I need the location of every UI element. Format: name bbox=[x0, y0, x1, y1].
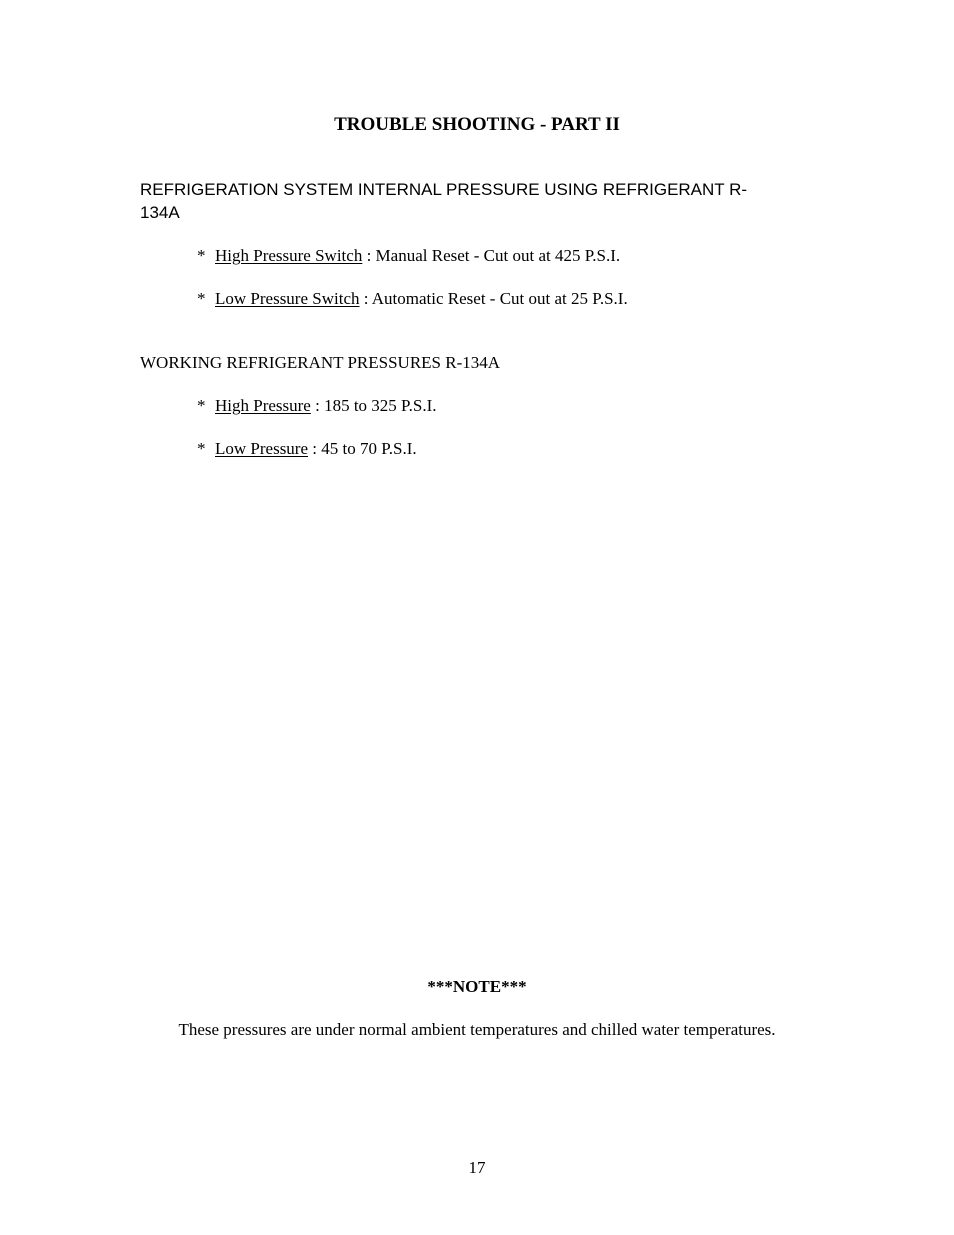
internal-pressure-heading-line1: REFRIGERATION SYSTEM INTERNAL PRESSURE USING REFRIGERANT R- bbox=[140, 180, 748, 199]
item-text: : Manual Reset - Cut out at 425 P.S.I. bbox=[366, 246, 621, 265]
bullet: * bbox=[197, 289, 206, 308]
note-text: These pressures are under normal ambient temperatures and chilled water temperatures. bbox=[178, 1020, 776, 1039]
item-label: Low Pressure bbox=[215, 439, 309, 458]
item-label: High Pressure bbox=[215, 396, 311, 415]
note-label: ***NOTE*** bbox=[427, 977, 527, 996]
high-pressure-switch-item bbox=[197, 246, 620, 266]
item-label: Low Pressure Switch bbox=[215, 289, 360, 308]
bullet: * bbox=[197, 396, 206, 415]
internal-pressure-heading-line2: 134A bbox=[140, 203, 180, 222]
high-pressure-item bbox=[197, 396, 437, 416]
low-pressure-switch-item bbox=[197, 289, 628, 309]
item-text: : Automatic Reset - Cut out at 25 P.S.I. bbox=[363, 289, 628, 308]
item-label: High Pressure Switch bbox=[215, 246, 363, 265]
page-number: 17 bbox=[468, 1158, 486, 1177]
page-title: TROUBLE SHOOTING - PART II bbox=[334, 114, 620, 135]
low-pressure-item bbox=[197, 439, 417, 459]
working-pressures-heading: WORKING REFRIGERANT PRESSURES R-134A bbox=[140, 353, 501, 372]
bullet: * bbox=[197, 246, 206, 265]
item-text: : 45 to 70 P.S.I. bbox=[312, 439, 417, 458]
bullet: * bbox=[197, 439, 206, 458]
item-text: : 185 to 325 P.S.I. bbox=[315, 396, 437, 415]
